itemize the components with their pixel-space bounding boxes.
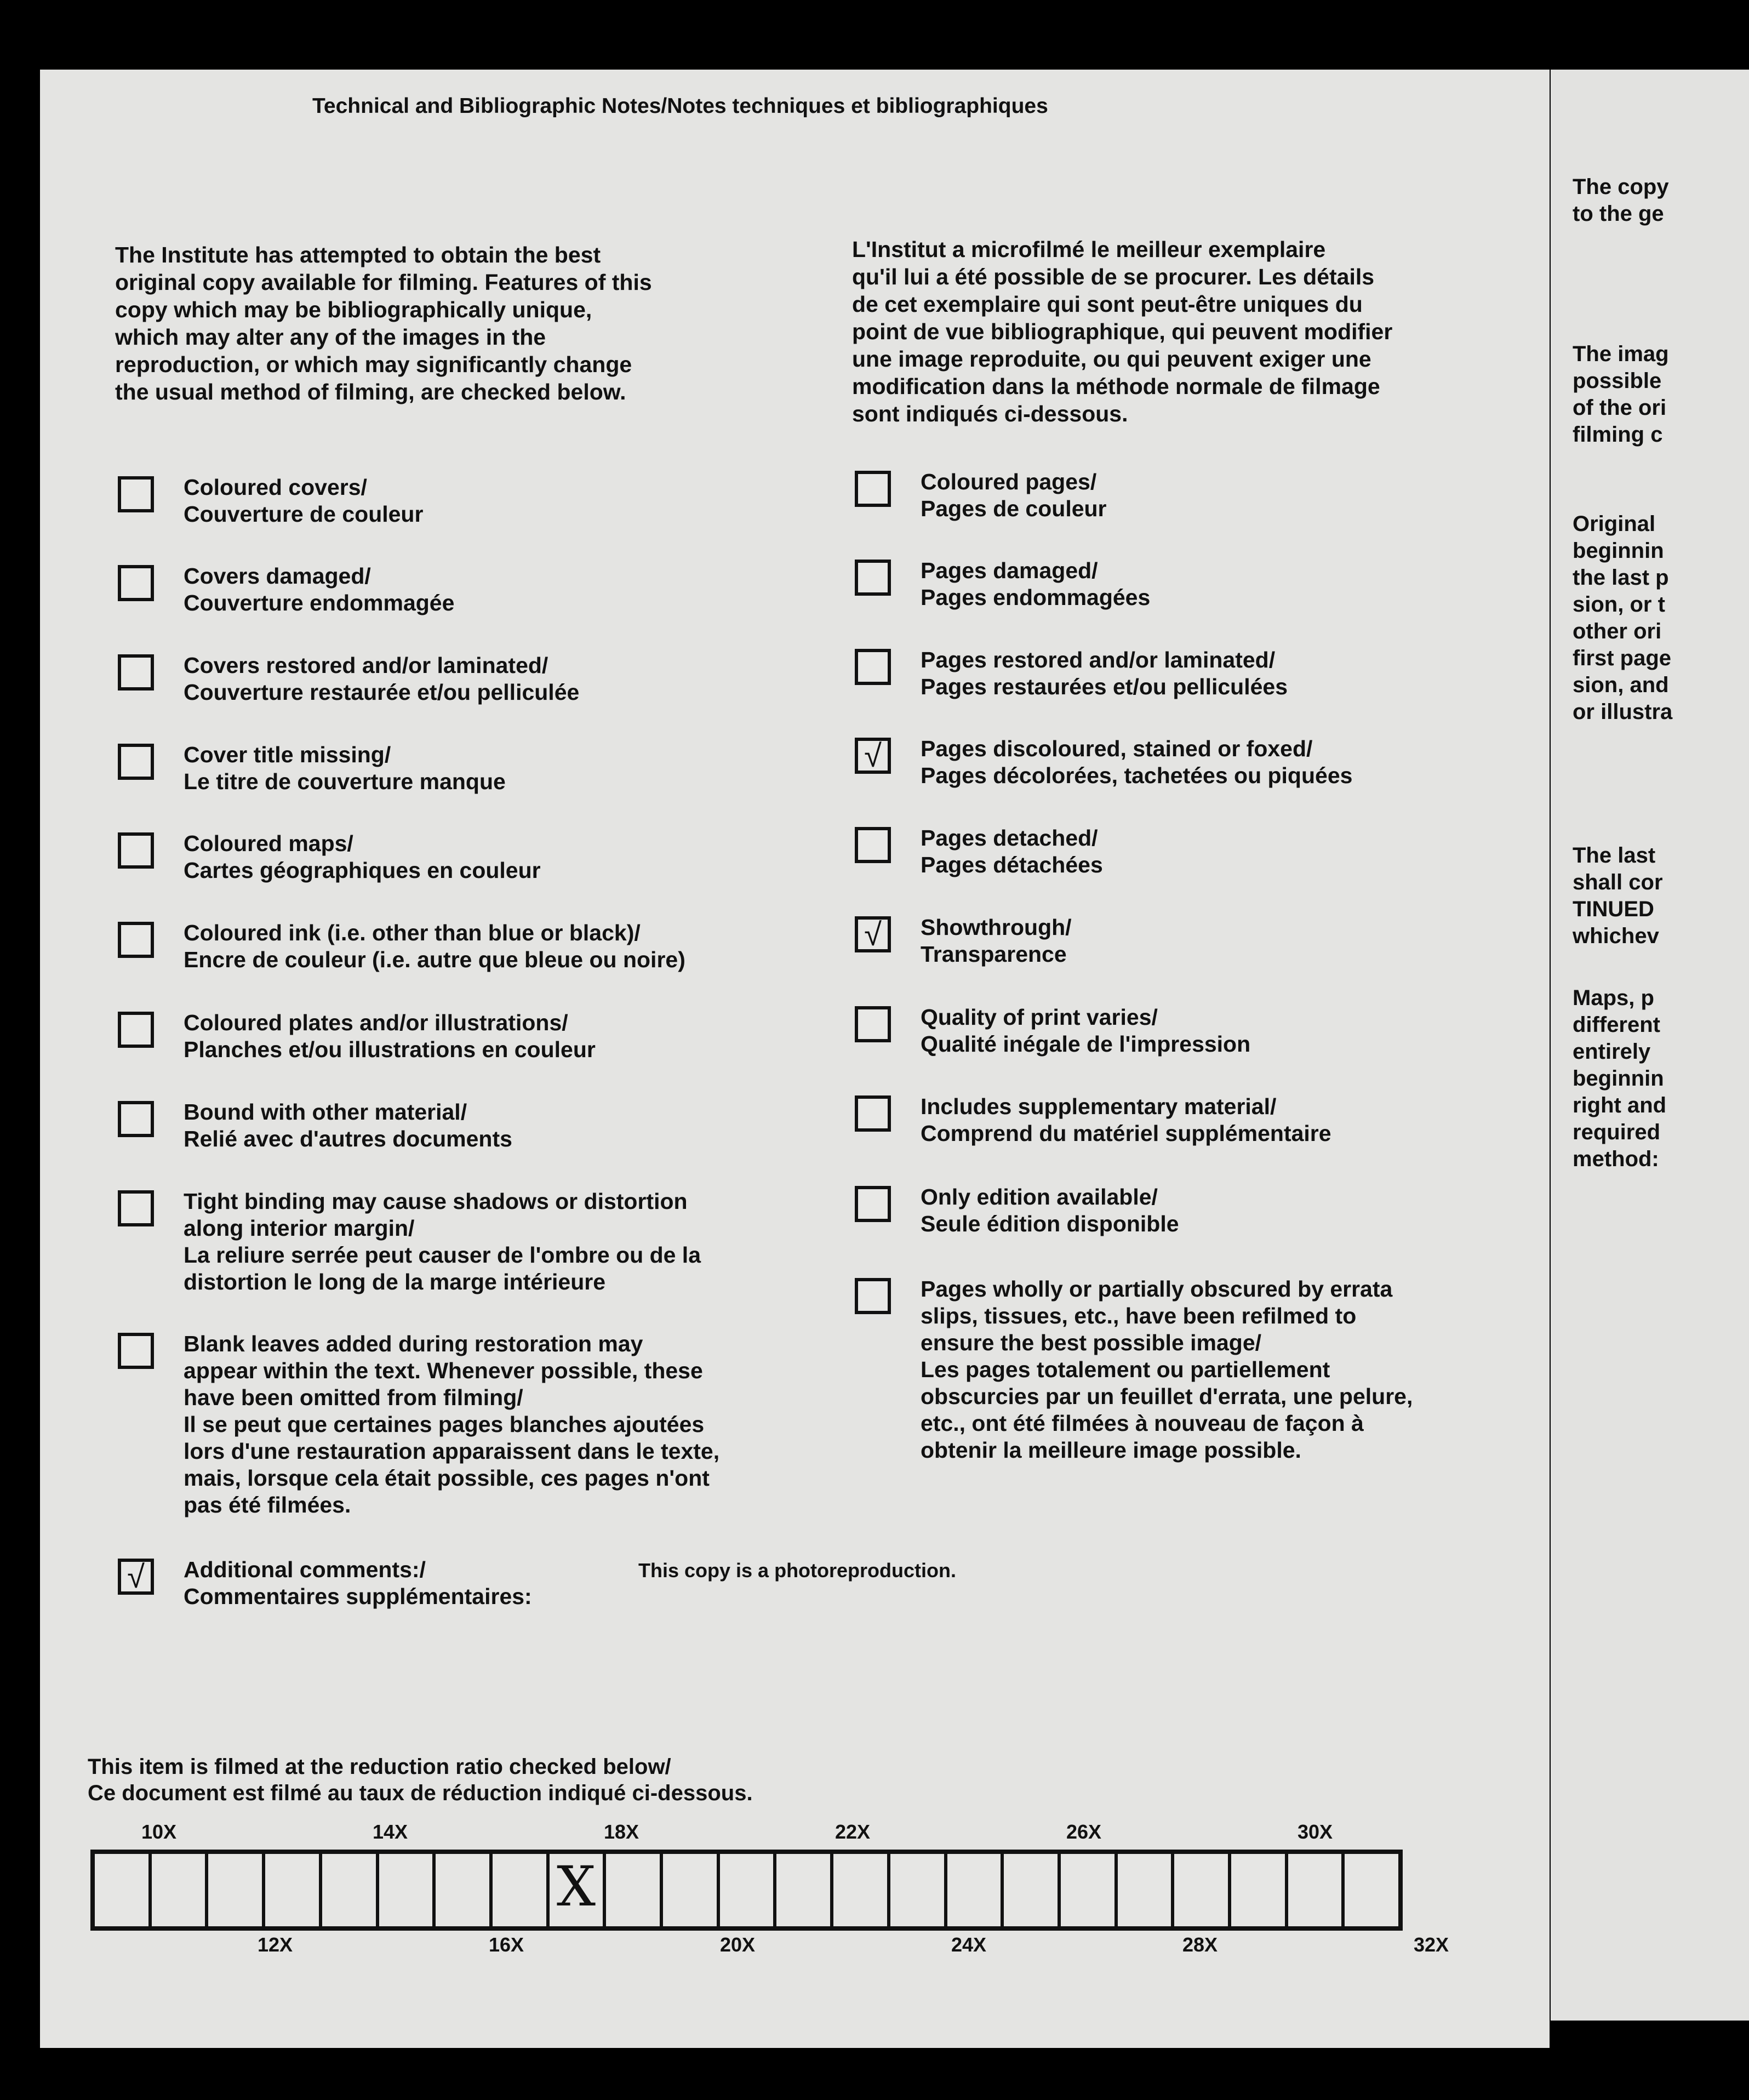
checkbox[interactable] (118, 832, 154, 869)
ratio-heading: This item is filmed at the reduction ratio checked below/ Ce document est filmé au taux de réduction indiqué ci-dessous. (88, 1755, 753, 1805)
ratio-label: 26X (1066, 1821, 1102, 1843)
checkbox[interactable] (118, 1333, 154, 1369)
ratio-cell[interactable] (208, 1854, 265, 1926)
ratio-label: 22X (835, 1821, 871, 1843)
adjacent-text-block: The last shall cor TINUED whichev (1573, 843, 1663, 948)
checkbox[interactable] (855, 1278, 891, 1314)
checklist-label: Tight binding may cause shadows or distortion along interior margin/ La reliure serrée peut causer de l'ombre ou de la distortion le long de la marge intérieure (184, 1189, 701, 1294)
adjacent-page (1551, 70, 1749, 2021)
check-mark (858, 652, 888, 682)
checkbox[interactable] (118, 1101, 154, 1137)
checklist-label: Includes supplementary material/ Comprend du matériel supplémentaire (921, 1094, 1331, 1146)
checkbox[interactable] (855, 649, 891, 685)
checklist-label: Pages restored and/or laminated/ Pages restaurées et/ou pelliculées (921, 647, 1288, 699)
check-mark (858, 563, 888, 592)
ratio-cell[interactable] (947, 1854, 1004, 1926)
ratio-cell[interactable] (890, 1854, 947, 1926)
ratio-label: 14X (373, 1821, 408, 1843)
checklist-label: Blank leaves added during restoration may appear within the text. Whenever possible, these have been omitted from filming/ Il se peut que certaines pages blanches ajoutées lors d'une restauration apparaissent dans le texte, mais, lorsque cela était possible, ces pages n'ont pas été filmées. (184, 1331, 720, 1517)
check-mark (121, 836, 151, 865)
checklist-label: Coloured pages/ Pages de couleur (921, 469, 1107, 521)
ratio-label: 16X (489, 1933, 524, 1956)
checkbox[interactable] (855, 827, 891, 863)
adjacent-text-block: Original beginnin the last p sion, or t other ori first page sion, and or illustra (1573, 512, 1673, 724)
ratio-cell[interactable] (1004, 1854, 1061, 1926)
checkbox[interactable] (855, 738, 891, 774)
ratio-cell[interactable] (833, 1854, 890, 1926)
ratio-cell[interactable] (776, 1854, 833, 1926)
ratio-cell[interactable] (720, 1854, 777, 1926)
comment-text: This copy is a photoreproduction. (638, 1559, 957, 1582)
reduction-ratio-bar (90, 1850, 1403, 1931)
ratio-label: 32X (1414, 1933, 1449, 1956)
ratio-cell[interactable] (436, 1854, 493, 1926)
checkbox[interactable] (118, 654, 154, 691)
checklist-label: Covers damaged/ Couverture endommagée (184, 563, 455, 615)
ratio-cell[interactable] (1174, 1854, 1231, 1926)
ratio-cell[interactable] (152, 1854, 209, 1926)
checklist-label: Cover title missing/ Le titre de couverture manque (184, 742, 506, 794)
checkbox[interactable] (118, 1559, 154, 1595)
checklist-label: Bound with other material/ Relié avec d'autres documents (184, 1099, 512, 1151)
checklist-label: Pages wholly or partially obscured by errata slips, tissues, etc., have been refilmed to ensure the best possible image/ Les pages totalement ou partiellement obscurcies par un feuillet d'errata, une pelure, etc., ont été filmées à nouveau de façon à obtenir la meilleure image possible. (921, 1276, 1413, 1463)
adjacent-text-block: Maps, p different entirely beginnin right and required method: (1573, 986, 1667, 1171)
check-mark (121, 568, 151, 598)
ratio-cell[interactable] (1118, 1854, 1175, 1926)
checkbox[interactable] (118, 922, 154, 958)
check-mark (121, 747, 151, 777)
ratio-label: 10X (141, 1821, 177, 1843)
checklist-label: Pages damaged/ Pages endommagées (921, 558, 1151, 610)
ratio-cell[interactable] (606, 1854, 663, 1926)
checkbox[interactable] (118, 1190, 154, 1226)
check-mark (121, 658, 151, 687)
ratio-cell[interactable] (95, 1854, 152, 1926)
ratio-label: 12X (258, 1933, 293, 1956)
checklist-label: Pages discoloured, stained or foxed/ Pages décolorées, tachetées ou piquées (921, 736, 1353, 788)
adjacent-text-block: The imag possible of the ori filming c (1573, 342, 1669, 447)
checkbox[interactable] (855, 916, 891, 952)
checklist-label: Quality of print varies/ Qualité inégale de l'impression (921, 1005, 1251, 1057)
check-mark (121, 1194, 151, 1223)
checklist-label: Coloured ink (i.e. other than blue or black)/ Encre de couleur (i.e. autre que bleue ou noire) (184, 920, 685, 972)
checkbox[interactable] (855, 1186, 891, 1222)
check-mark (858, 474, 888, 504)
checklist-label: Coloured maps/ Cartes géographiques en couleur (184, 831, 541, 883)
checkbox[interactable] (118, 476, 154, 512)
check-mark (858, 1009, 888, 1039)
ratio-label: 20X (720, 1933, 756, 1956)
ratio-cell[interactable] (1061, 1854, 1118, 1926)
checkbox[interactable] (118, 1012, 154, 1048)
ratio-cell[interactable] (1288, 1854, 1345, 1926)
checkbox[interactable] (855, 1006, 891, 1042)
intro-english: The Institute has attempted to obtain the best original copy available for filming. Features of this copy which may be bibliographically unique, which may alter any of the images in the reproduction, or which may significantly change the usual method of filming, are checked below. (115, 242, 652, 404)
check-mark (858, 830, 888, 860)
ratio-cell[interactable] (1231, 1854, 1288, 1926)
check-mark (121, 1336, 151, 1366)
check-mark (121, 925, 151, 955)
ratio-mark: X (556, 1854, 596, 1919)
checklist-label: Showthrough/ Transparence (921, 915, 1072, 967)
checklist-label: Pages detached/ Pages détachées (921, 825, 1103, 877)
ratio-cell[interactable] (493, 1854, 550, 1926)
checkbox[interactable] (118, 744, 154, 780)
checklist-label: Coloured covers/ Couverture de couleur (184, 475, 424, 527)
check-mark (121, 480, 151, 509)
check-mark: √ (127, 1559, 145, 1595)
checkbox[interactable] (855, 471, 891, 507)
ratio-label: 30X (1298, 1821, 1333, 1843)
ratio-cell[interactable] (322, 1854, 379, 1926)
checklist-label: Additional comments:/ Commentaires supplémentaires: (184, 1557, 532, 1609)
ratio-cell[interactable] (663, 1854, 720, 1926)
check-mark: √ (864, 917, 882, 952)
checklist-label: Covers restored and/or laminated/ Couverture restaurée et/ou pelliculée (184, 653, 580, 705)
page-title: Technical and Bibliographic Notes/Notes techniques et bibliographiques (312, 94, 1048, 118)
check-mark (858, 1099, 888, 1128)
ratio-cell[interactable] (379, 1854, 436, 1926)
check-mark (121, 1015, 151, 1045)
checkbox[interactable] (855, 1095, 891, 1132)
ratio-cell[interactable] (1345, 1854, 1398, 1926)
check-mark (858, 1189, 888, 1219)
ratio-cell[interactable] (265, 1854, 322, 1926)
ratio-label: 18X (604, 1821, 639, 1843)
checkbox[interactable] (855, 560, 891, 596)
ratio-label: 28X (1182, 1933, 1218, 1956)
ratio-label: 24X (951, 1933, 987, 1956)
adjacent-text-block: The copy to the ge (1573, 175, 1669, 226)
checkbox[interactable] (118, 565, 154, 601)
checklist-label: Coloured plates and/or illustrations/ Planches et/ou illustrations en couleur (184, 1010, 596, 1062)
checklist-label: Only edition available/ Seule édition disponible (921, 1184, 1179, 1236)
intro-french: L'Institut a microfilmé le meilleur exemplaire qu'il lui a été possible de se procurer. Les détails de cet exemplaire qui sont peut-être uniques du point de vue bibliographique, qui peuvent modifier une image reproduite, ou qui peuvent exiger une modification dans la méthode normale de filmage sont indiqués ci-dessous. (852, 237, 1393, 426)
ratio-cell[interactable] (550, 1854, 607, 1926)
check-mark (121, 1104, 151, 1134)
check-mark: √ (864, 738, 882, 774)
check-mark (858, 1281, 888, 1311)
